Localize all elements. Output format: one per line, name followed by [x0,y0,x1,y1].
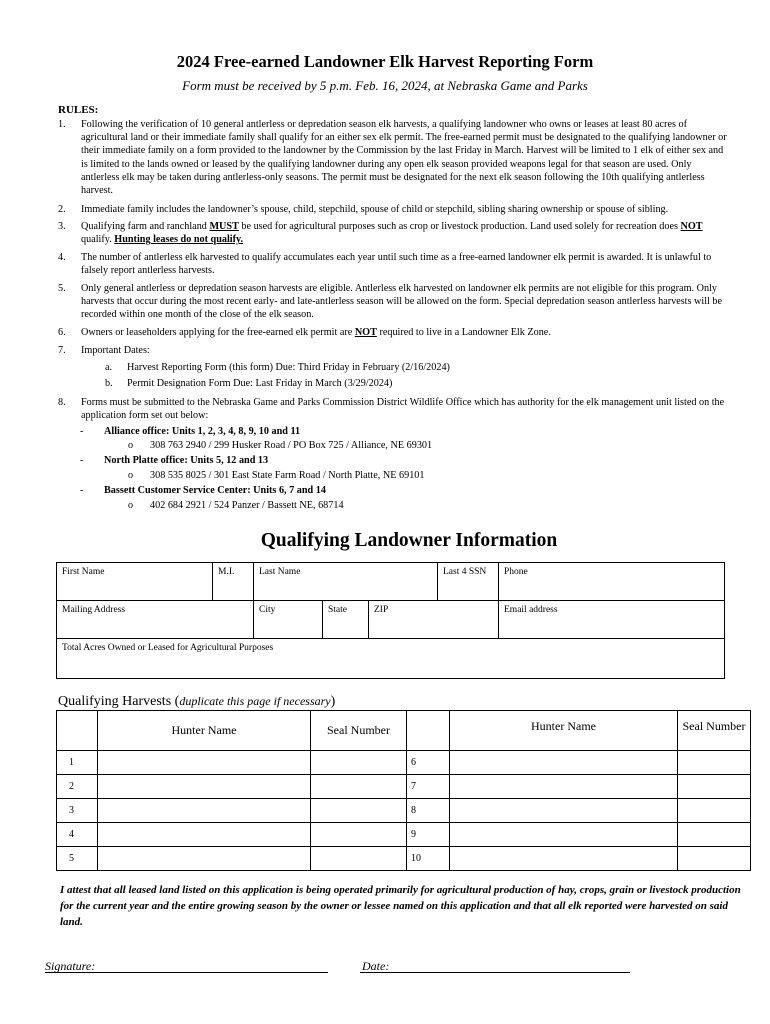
rule-text: Immediate family includes the landowner’s spouse, child, stepchild, spouse of child or stepchild, sibling sharing ownership or spouse of sibling. [81,204,669,215]
rule-6 [58,326,730,339]
hunter-name-cell[interactable] [98,823,311,847]
first-name-field[interactable] [57,563,213,601]
field-label: ZIP [374,605,389,615]
harvests-heading-note: duplicate this page if necessary [179,694,331,708]
rule-text: Important Dates: [81,345,150,356]
seal-number-cell[interactable] [678,823,751,847]
seal-number-cell[interactable] [678,775,751,799]
harvest-number: 2 [57,775,98,799]
office-contact: 402 684 2921 / 524 Panzer / Bassett NE, 68714 [150,500,344,511]
office-dash: - [80,485,84,496]
field-label: Total Acres Owned or Leased for Agricultural Purposes [62,643,274,653]
field-label: Last Name [259,567,301,577]
rule-number: 3. [58,221,66,232]
rule-text-part: be used for agricultural purposes such as crop or livestock production. Land used solely for recreation does [238,221,681,232]
seal-number-header: Seal Number [311,711,407,751]
office-bassett [80,484,326,497]
rule-text-part: qualify. [81,234,115,246]
date-line[interactable] [360,972,630,973]
rule-7 [58,344,730,357]
landowner-heading: Qualifying Landowner Information [260,530,558,551]
seal-number-header: Seal Number [678,711,751,751]
mi-field[interactable] [213,563,254,601]
rule-5 [58,282,730,322]
office-contact: 308 535 8025 / 301 East State Farm Road / North Platte, NE 69101 [150,470,425,481]
office-name: Bassett Customer Service Center: Units 6, 7 and 14 [104,485,326,496]
seal-number-cell[interactable] [678,847,751,871]
harvest-number: 9 [407,823,450,847]
field-label: M.I. [218,567,235,577]
hunter-name-header: Hunter Name [98,711,311,751]
rule-text: Forms must be submitted to the Nebraska Game and Parks Commission District Wildlife Office which has authority for the elk management unit listed on the application form set out below: [81,397,725,422]
date-label: Date: [362,959,390,973]
rule-text: Only general antlerless or depredation season harvests are eligible. Antlerless elk harvested on landowner elk permits are not eligible for this program. Only harvests that occur during the most recent early- and late-antlerless season will be allowed on the form. Special depredation season antlerless harvests will be recorded within one month of the close of the elk season. [81,283,723,321]
harvest-number: 5 [57,847,98,871]
field-label: First Name [62,567,105,577]
bullet-marker: o [128,500,134,511]
seal-number-cell[interactable] [678,799,751,823]
office-name: Alliance office: Units 1, 2, 3, 4, 8, 9, 10 and 11 [104,426,301,437]
rule-text-part: Owners or leaseholders applying for the free-earned elk permit are [81,327,355,338]
rule-3 [58,220,730,246]
date-item-b [105,378,393,389]
emphasis-must: MUST [209,221,239,232]
bullet-marker: o [128,440,134,451]
city-field[interactable] [254,601,323,639]
harvests-heading-text: Qualifying Harvests ( [58,694,180,709]
form-subtitle: Form must be received by 5 p.m. Feb. 16, 2024, at Nebraska Game and Parks [182,78,588,93]
date-item-text: Harvest Reporting Form (this form) Due: Third Friday in February (2/16/2024) [127,362,450,373]
office-dash: - [80,426,84,437]
office-name: North Platte office: Units 5, 12 and 13 [104,455,269,466]
office-alliance [80,425,301,438]
harvest-number: 6 [407,751,450,775]
bullet-marker: o [128,470,134,481]
rule-1 [58,118,730,197]
office-alliance-contact [128,439,433,452]
hunter-name-cell[interactable] [450,847,678,871]
hunter-name-cell[interactable] [450,823,678,847]
date-item-letter: b. [105,378,113,389]
hunter-name-cell[interactable] [98,799,311,823]
signature-line[interactable] [45,972,328,973]
hunter-name-cell[interactable] [98,751,311,775]
harvest-row [57,847,751,871]
rule-text: Following the verification of 10 general antlerless or depredation season elk harvests, a qualifying landowner who owns or leases at least 80 acres of agricultural land or their immediate family shall qualify for an either sex elk permit. The free-earned permit must be designated to the qualifying landowner or their immediate family on a form provided to the landowner by the Commission by the last Friday in March. Harvest will be limited to 1 elk of either sex and is limited to the lands owned or leased by the qualifying landowner during any open elk season provided weapons legal for that season are used. Only antlerless elk may be taken during antlerless-only seasons. The permit must be designated for the next elk season following the 10th qualifying antlerless harvest. [81,119,727,197]
state-field[interactable] [323,601,369,639]
seal-number-cell[interactable] [311,751,407,775]
field-label: State [328,605,347,615]
field-label: City [259,605,276,615]
harvest-number: 10 [407,847,450,871]
rule-number: 1. [58,119,66,130]
harvests-heading [58,694,335,710]
rule-text [81,326,730,339]
rule-number: 6. [58,327,66,338]
hunter-name-cell[interactable] [98,847,311,871]
zip-field[interactable] [369,601,499,639]
phone-field[interactable] [499,563,725,601]
rule-number: 2. [58,204,66,215]
harvest-number: 1 [57,751,98,775]
harvests-table [56,710,751,871]
emphasis-not: NOT [354,327,377,338]
office-north-platte [80,454,269,467]
total-acres-field[interactable] [57,639,725,679]
hunter-name-header: Hunter Name [450,711,678,751]
landowner-info-table [56,562,725,679]
mailing-address-field[interactable] [57,601,254,639]
harvests-heading-end: ) [330,694,336,709]
office-contact: 308 763 2940 / 299 Husker Road / PO Box 725 / Alliance, NE 69301 [150,440,433,451]
rule-number: 4. [58,252,66,263]
field-label: Phone [504,567,528,577]
form-title: 2024 Free-earned Landowner Elk Harvest Reporting Form [176,52,594,71]
harvest-num-header [57,711,98,751]
rule-4 [58,251,730,277]
office-north-platte-contact [128,469,425,482]
rule-text-part: Qualifying farm and ranchland [81,221,210,232]
field-label: Mailing Address [62,605,126,615]
seal-number-cell[interactable] [311,847,407,871]
hunter-name-cell[interactable] [450,751,678,775]
ssn-field[interactable] [438,563,499,601]
harvest-number: 4 [57,823,98,847]
rule-number: 5. [58,283,66,294]
harvest-row [57,775,751,799]
signature-label: Signature: [45,959,96,973]
date-item-letter: a. [105,362,113,373]
rule-text [81,220,730,246]
rule-text-part: required to live in a Landowner Elk Zone. [376,327,551,338]
date-item-a [105,362,450,373]
harvest-row [57,823,751,847]
rules-heading: RULES: [58,104,99,116]
hunter-name-cell[interactable] [450,799,678,823]
harvest-row [57,799,751,823]
harvest-number: 7 [407,775,450,799]
attestation-statement: I attest that all leased land listed on this application is being operated primarily for agricultural production of hay, crops, grain or livestock production for the current year and the entire growing season by the owner or lessee named on this application and that all elk reported were harvested on said land. [60,884,741,928]
harvest-number: 8 [407,799,450,823]
rule-number: 8. [58,397,66,408]
rule-2 [58,203,730,216]
last-name-field[interactable] [254,563,438,601]
email-field[interactable] [499,601,725,639]
rule-number: 7. [58,345,66,356]
harvest-number: 3 [57,799,98,823]
emphasis-not: NOT [680,221,703,232]
field-label: Last 4 SSN [443,567,487,577]
harvest-num-header [407,711,450,751]
seal-number-cell[interactable] [678,751,751,775]
harvest-row [57,751,751,775]
date-item-text: Permit Designation Form Due: Last Friday in March (3/29/2024) [127,378,393,389]
rule-8 [58,396,730,422]
hunter-name-cell[interactable] [98,775,311,799]
office-bassett-contact [128,499,344,512]
seal-number-cell[interactable] [311,775,407,799]
office-dash: - [80,455,84,466]
seal-number-cell[interactable] [311,823,407,847]
rule-text: The number of antlerless elk harvested to qualify accumulates each year until such time as a free-earned landowner elk permit is awarded. It is unlawful to falsely report antlerless harvests. [81,252,712,277]
field-label: Email address [504,605,558,615]
emphasis-hunting-leases: Hunting leases do not qualify. [114,234,244,246]
seal-number-cell[interactable] [311,799,407,823]
hunter-name-cell[interactable] [450,775,678,799]
